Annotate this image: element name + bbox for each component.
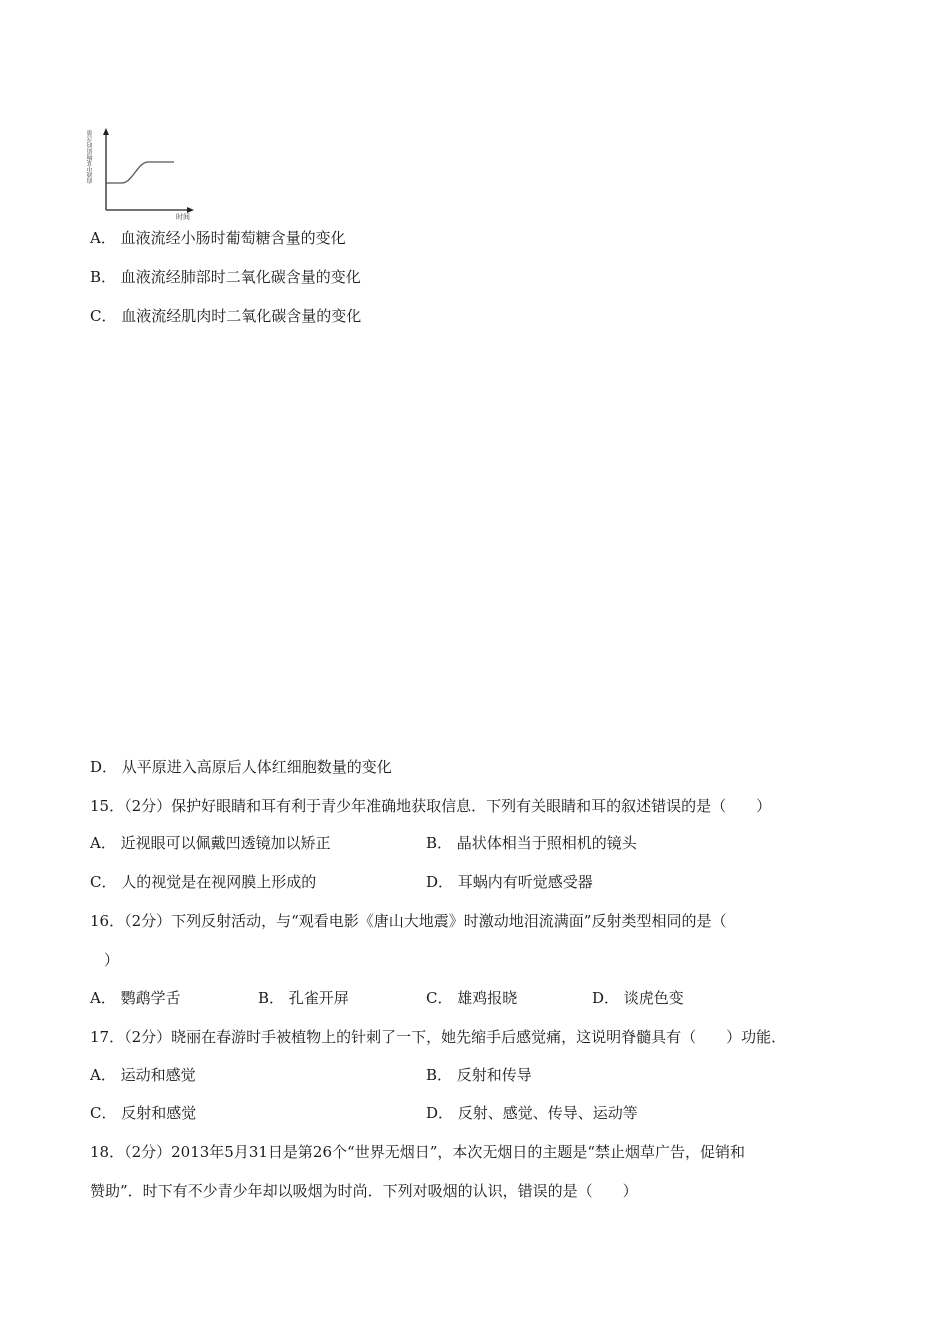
x-axis-label: 时间 — [176, 213, 190, 221]
line-graph-figure — [88, 126, 198, 226]
q17-option-b: B． 反射和传导 — [426, 1066, 532, 1084]
q16-option-a: A． 鹦鹉学舌 — [90, 989, 181, 1007]
y-axis-arrow — [103, 128, 109, 135]
q17-option-d: D． 反射、感觉、传导、运动等 — [426, 1104, 638, 1122]
q14-option-a: A． 血液流经小肠时葡萄糖含量的变化 — [90, 229, 346, 247]
q16-option-b: B． 孔雀开屏 — [258, 989, 349, 1007]
q17-options-row1 — [90, 1065, 532, 1085]
q16-stem-line1: 16．（2分）下列反射活动，与“观看电影《唐山大地震》时激动地泪流满面”反射类型相同的是（ — [90, 912, 727, 930]
q15-option-d: D． 耳蜗内有听觉感受器 — [426, 873, 593, 891]
q16-options — [90, 988, 684, 1008]
q15-option-b: B． 晶状体相当于照相机的镜头 — [426, 834, 637, 852]
q16-option-c: C． 雄鸡报晓 — [426, 989, 518, 1007]
q14-option-b: B． 血液流经肺部时二氧化碳含量的变化 — [90, 268, 361, 286]
q15-options-row1 — [90, 833, 637, 853]
q15-option-c: C． 人的视觉是在视网膜上形成的 — [90, 873, 317, 891]
q17-stem: 17．（2分）晓丽在春游时手被植物上的针刺了一下，她先缩手后感觉痛，这说明脊髓具有（ ）功能． — [90, 1028, 787, 1046]
q17-option-a: A． 运动和感觉 — [90, 1066, 196, 1084]
q16-stem-line2: ） — [104, 951, 120, 969]
q18-stem-line1: 18．（2分）2013年5月31日是第26个“世界无烟日”，本次无烟日的主题是“禁止烟草广告，促销和 — [90, 1143, 746, 1161]
y-axis-label: 血液中某物质的含量 — [87, 130, 94, 184]
q14-option-c: C． 血液流经肌肉时二氧化碳含量的变化 — [90, 307, 362, 325]
q18-stem-line2: 赞助”．时下有不少青少年却以吸烟为时尚．下列对吸烟的认识，错误的是（ ） — [90, 1182, 638, 1200]
q17-options-row2 — [90, 1103, 638, 1123]
q15-options-row2 — [90, 872, 593, 892]
graph-svg — [88, 126, 198, 226]
q15-option-a: A． 近视眼可以佩戴凹透镜加以矫正 — [90, 834, 331, 852]
q16-option-d: D． 谈虎色变 — [592, 989, 684, 1007]
q14-option-d: D． 从平原进入高原后人体红细胞数量的变化 — [90, 758, 392, 776]
curve-line — [106, 162, 174, 183]
q17-option-c: C． 反射和感觉 — [90, 1104, 197, 1122]
q15-stem: 15．（2分）保护好眼睛和耳有利于青少年准确地获取信息．下列有关眼睛和耳的叙述错误的是（ ） — [90, 797, 772, 815]
